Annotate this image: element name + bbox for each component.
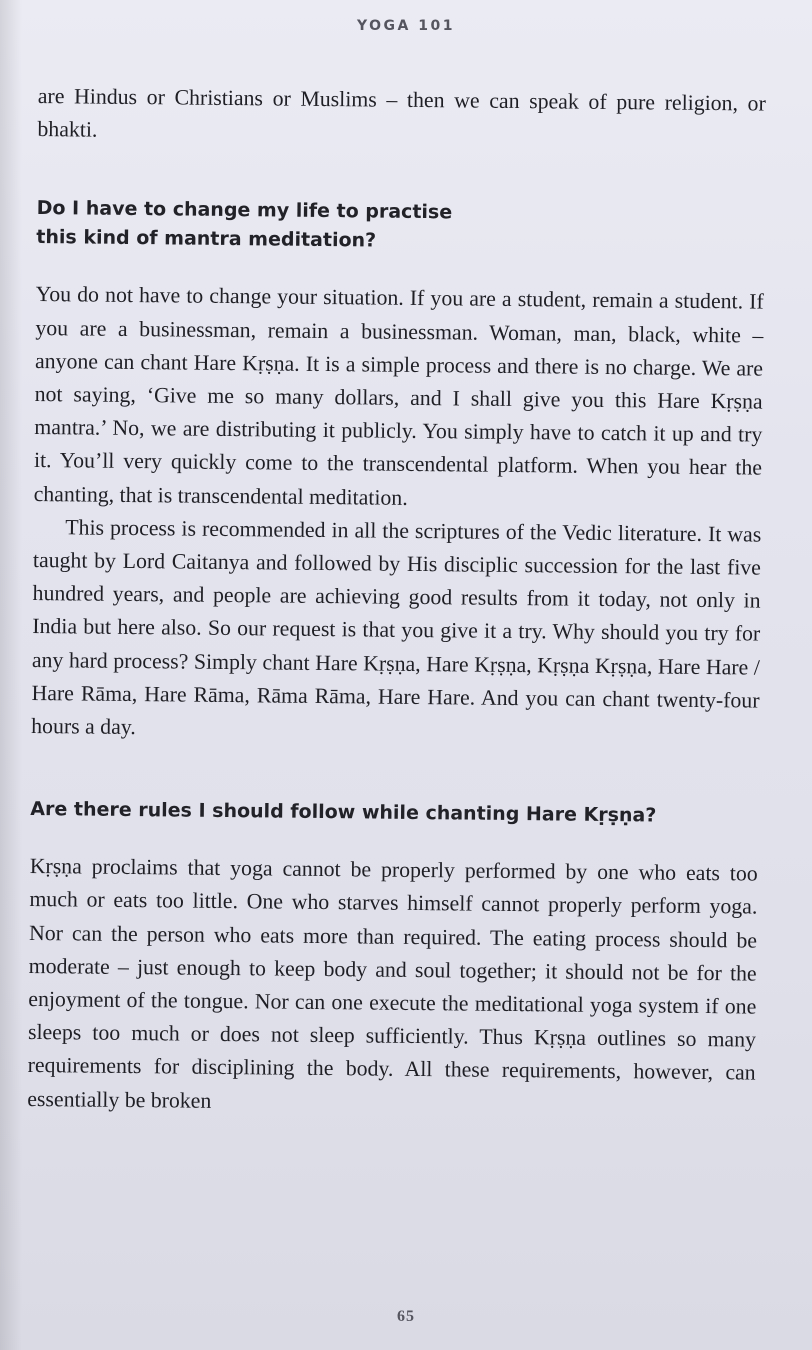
running-head: YOGA 101 [357,18,455,34]
section1-paragraph-2: This process is recommended in all the scriptures of the Vedic literature. It was taught by Lord Caitanya and followed by His disciplic succession for the last five hundred years, and people are achieving good results from it today, not only in India but here also. So our request is that you give it a try. Why should you try for any hard process? Simply chant Hare Kṛṣṇa, Hare Kṛṣṇa, Kṛṣṇa Kṛṣṇa, Hare Hare / Hare Rāma, Hare Rāma, Rāma Rāma, Hare Hare. And you can chant twenty-four hours a day. [31,515,762,740]
opening-paragraph: are Hindus or Christians or Muslims – then we can speak of pure religion, or bhakti. [37,83,766,142]
page-number: 65 [397,1308,415,1325]
page-content [27,80,766,1123]
section-heading-rules: Are there rules I should follow while chanting Hare Kṛṣṇa? [30,798,657,827]
section-heading-change-life: Do I have to change my life to practise this kind of mantra meditation? [36,197,453,252]
section1-paragraph-1: You do not have to change your situation. If you are a student, remain a student. If you are a businessman, remain a businessman. Woman, man, black, white – anyone can chant Hare Kṛṣṇa. It is a simple process and there is no charge. We are not saying, ‘Give me so many dollars, and I shall give you this Hare Kṛṣṇa mantra.’ No, we are distributing it publicly. You simply have to catch it up and try it. You’ll very quickly come to the transcendental platform. When you hear the chanting, that is transcendental meditation. [33,282,764,510]
section2-paragraph-1: Kṛṣṇa proclaims that yoga cannot be properly performed by one who eats too much or eats too little. One who starves himself cannot properly perform yoga. Nor can the person who eats more than required. The eating process should be moderate – just enough to keep body and soul together; it should not be for the enjoyment of the tongue. Nor can one execute the meditational yoga system if one sleeps too much or does not sleep sufficiently. Thus Kṛṣṇa outlines so many requirements for disciplining the body. All these requirements, however, can essentially be broken [27,854,758,1113]
